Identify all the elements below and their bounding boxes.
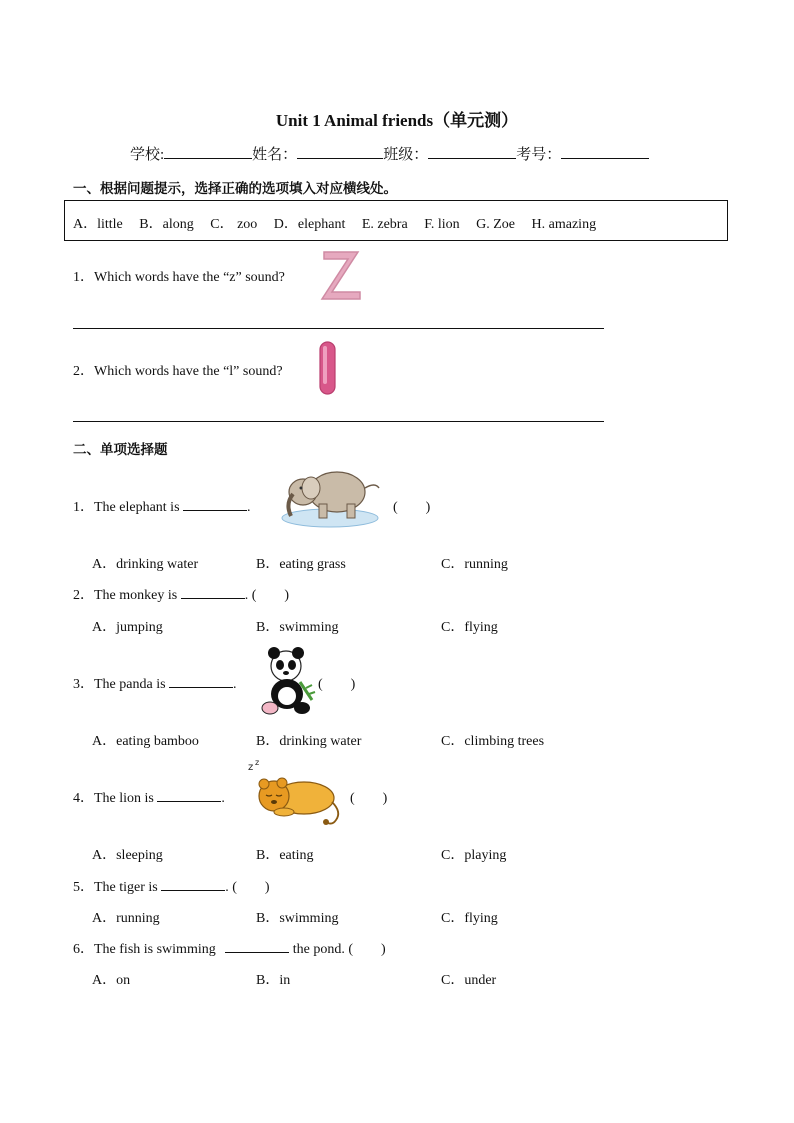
option-h: H. amazing (531, 217, 597, 232)
answer-parentheses[interactable]: ( ) (350, 791, 388, 806)
option-f: F. lion (424, 217, 460, 232)
s2-question-2 (73, 584, 289, 604)
exam-number-blank[interactable] (561, 143, 649, 159)
choice-c[interactable]: C．playing (441, 848, 507, 863)
choice-b[interactable]: B．eating (256, 848, 314, 863)
letter-z-icon (318, 246, 364, 302)
s2-question-6 (73, 938, 386, 958)
answer-parentheses[interactable]: ( ) (318, 677, 356, 692)
school-blank[interactable] (164, 143, 252, 159)
question-text: 1．The elephant is (73, 500, 180, 515)
s2-question-5 (73, 876, 270, 896)
choice-c[interactable]: C．flying (441, 620, 498, 635)
question-end: . (244, 588, 249, 603)
answer-blank[interactable] (225, 940, 289, 953)
choice-a[interactable]: A．drinking water (92, 557, 199, 572)
answer-blank[interactable] (169, 675, 233, 688)
option-a: A．little (73, 217, 123, 232)
panda-image (256, 644, 318, 716)
options-list (73, 213, 609, 233)
answer-parentheses[interactable]: ( ) (393, 500, 431, 515)
sleeping-lion-image (244, 758, 344, 830)
student-info-line (130, 143, 649, 164)
choice-b[interactable]: B．swimming (256, 911, 339, 926)
option-b: B．along (139, 217, 194, 232)
choice-a[interactable]: A．sleeping (92, 848, 163, 863)
question-end: the pond. (292, 942, 345, 957)
answer-parentheses[interactable]: ( ) (348, 942, 386, 957)
class-label: 班级： (383, 147, 429, 163)
question-text: 4．The lion is (73, 791, 154, 806)
choice-c[interactable]: C．running (441, 557, 508, 572)
choice-c[interactable]: C．flying (441, 911, 498, 926)
choice-b[interactable]: B．in (256, 973, 291, 988)
answer-line-2[interactable] (73, 421, 604, 422)
answer-blank[interactable] (161, 878, 225, 891)
choice-b[interactable]: B．swimming (256, 620, 339, 635)
exam-number-label: 考号： (516, 147, 562, 163)
choice-b[interactable]: B．drinking water (256, 734, 362, 749)
choice-c[interactable]: C．climbing trees (441, 734, 545, 749)
choice-c[interactable]: C．under (441, 973, 497, 988)
question-end: . (247, 500, 251, 515)
choice-b[interactable]: B．eating grass (256, 557, 346, 572)
page-title: Unit 1 Animal friends（单元测） (275, 111, 519, 130)
name-blank[interactable] (297, 143, 383, 159)
svg-text:z: z (255, 758, 260, 767)
answer-line-1[interactable] (73, 328, 604, 329)
name-label: 姓名： (252, 147, 298, 163)
svg-text:z: z (248, 762, 254, 773)
question-text: 5．The tiger is (73, 880, 158, 895)
choice-a[interactable]: A．eating bamboo (92, 734, 199, 749)
question-text: 6．The fish is swimming (73, 942, 216, 957)
s2-question-1 (73, 496, 251, 516)
s2-question-4 (73, 787, 225, 807)
s1-question-1: 1．Which words have the “z” sound? (73, 270, 285, 285)
letter-z-glyph: Z (318, 246, 319, 247)
section1-heading: 一、根据问题提示，选择正确的选项填入对应横线处。 (73, 181, 397, 197)
option-c: C． zoo (210, 217, 258, 232)
section2-heading: 二、单项选择题 (73, 442, 168, 458)
class-blank[interactable] (428, 143, 516, 159)
option-g: G. Zoe (476, 217, 516, 232)
choice-a[interactable]: A．jumping (92, 620, 163, 635)
question-end: . (225, 880, 229, 895)
question-text: 2．The monkey is (73, 588, 178, 603)
s1-question-2: 2．Which words have the “l” sound? (73, 364, 283, 379)
answer-parentheses[interactable]: ( ) (232, 880, 270, 895)
letter-l-glyph: l (317, 340, 318, 341)
choice-a[interactable]: A．running (92, 911, 160, 926)
choice-a[interactable]: A．on (92, 973, 131, 988)
answer-blank[interactable] (183, 498, 247, 511)
answer-blank[interactable] (181, 586, 245, 599)
question-end: . (233, 677, 237, 692)
answer-parentheses[interactable]: ( ) (251, 588, 290, 603)
elephant-image (275, 464, 385, 534)
question-text: 3．The panda is (73, 677, 166, 692)
option-d: D．elephant (273, 217, 346, 232)
answer-blank[interactable] (157, 789, 221, 802)
school-label: 学校: (130, 147, 165, 163)
letter-l-icon (317, 340, 339, 396)
option-e: E. zebra (361, 217, 408, 232)
s2-question-3 (73, 673, 237, 693)
question-end: . (221, 791, 225, 806)
